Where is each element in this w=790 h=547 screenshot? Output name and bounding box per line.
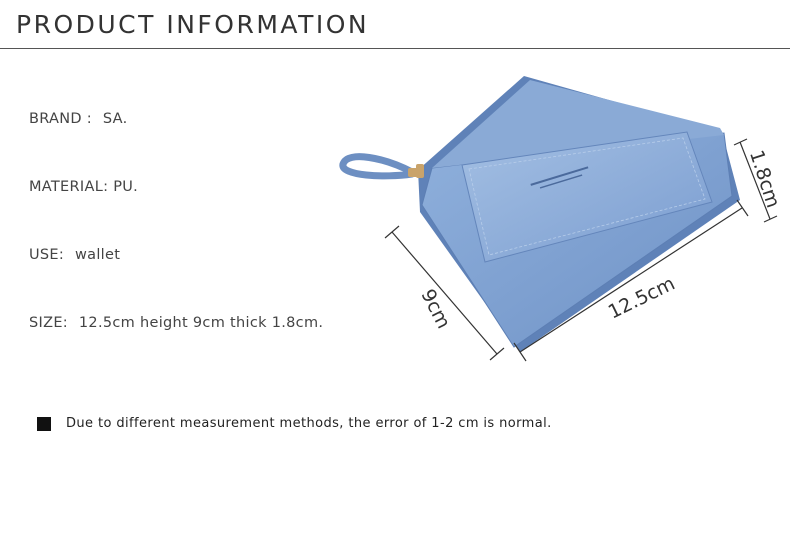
page-title: PRODUCT INFORMATION	[16, 10, 370, 39]
measurement-note: Due to different measurement methods, the error of 1-2 cm is normal.	[66, 416, 552, 431]
spec-label: USE:	[29, 247, 65, 263]
dimension-length-label: 12.5cm	[604, 272, 679, 324]
spec-label: SIZE:	[29, 315, 68, 331]
spec-brand	[29, 111, 128, 127]
spec-value: 12.5cm height 9cm thick 1.8cm.	[78, 315, 324, 331]
dimension-height-label: 9cm	[416, 285, 455, 333]
header-divider	[0, 48, 790, 49]
spec-value: PU.	[113, 179, 139, 195]
wallet-illustration	[320, 55, 790, 385]
spec-value: SA.	[102, 111, 128, 127]
note-bullet-icon	[37, 417, 51, 431]
spec-size	[29, 315, 323, 331]
spec-use	[29, 247, 120, 263]
spec-label: MATERIAL:	[29, 179, 109, 195]
spec-material	[29, 179, 138, 195]
spec-value: wallet	[75, 247, 121, 263]
zipper-pull	[416, 164, 424, 178]
spec-label: BRAND :	[29, 111, 92, 127]
wrist-strap	[343, 157, 412, 176]
dimension-thickness-label: 1.8cm	[744, 147, 785, 211]
